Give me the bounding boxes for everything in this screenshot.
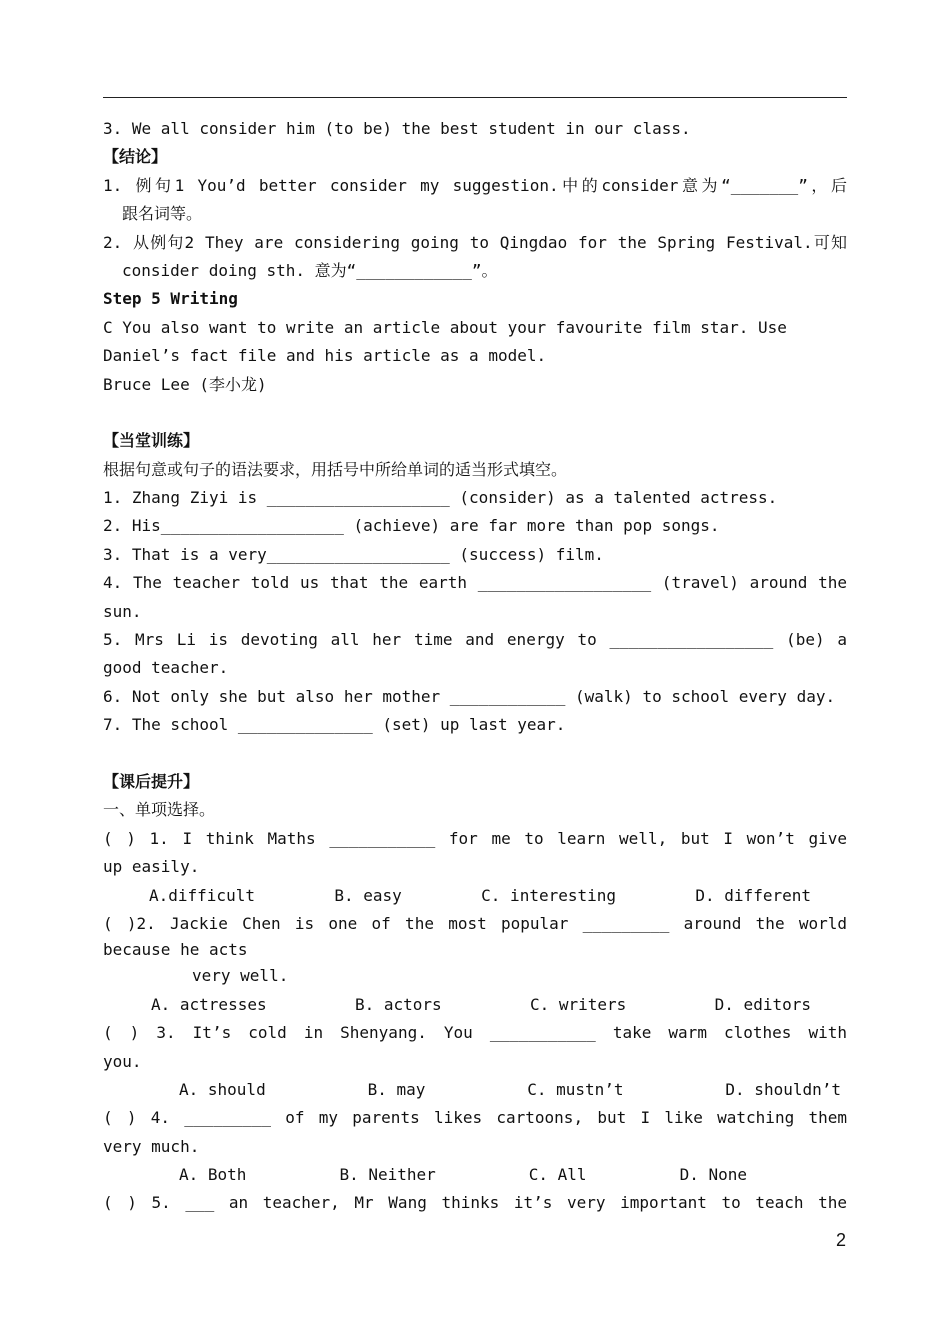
conclusion-heading: 【结论】 — [103, 147, 168, 167]
practice-5-cont: good teacher. — [103, 658, 229, 678]
option-3d: D. shouldn’t — [725, 1079, 841, 1099]
mc-question-5: ( ) 5. ___ an teacher, Mr Wang thinks it’s very important to teach the — [103, 1193, 847, 1213]
conclusion-2: 2. 从例句2 They are considering going to Qingdao for the Spring Festival.可知 — [103, 232, 847, 252]
multiple-choice-heading: 一、单项选择。 — [103, 800, 216, 820]
option-2c: C. writers — [529, 994, 627, 1014]
mc-question-1-cont: up easily. — [103, 857, 200, 877]
option-3c: C. mustn’t — [527, 1079, 624, 1099]
mc-question-2-cont2: very well. — [192, 966, 289, 986]
practice-2: 2. His___________________ (achieve) are far more than pop songs. — [103, 516, 720, 536]
option-4d: D. None — [679, 1165, 747, 1185]
conclusion-1: 1. 例句1 You’d better consider my suggestion.中的consider意为“_______”，后 — [103, 175, 847, 195]
mc-options-4 — [103, 1161, 847, 1189]
mc-options-3 — [103, 1076, 847, 1104]
page-number: 2 — [835, 1230, 846, 1250]
example-3: 3. We all consider him (to be) the best student in our class. — [103, 119, 691, 138]
option-2d: D. editors — [714, 994, 811, 1014]
practice-4: 4. The teacher told us that the earth __________________ (travel) around the — [103, 573, 847, 593]
option-2b: B. actors — [354, 994, 442, 1014]
option-3b: B. may — [367, 1079, 426, 1099]
header-rule — [103, 97, 847, 98]
practice-4-cont: sun. — [103, 601, 142, 621]
option-1c: C. interesting — [481, 885, 617, 905]
mc-question-3: ( ) 3. It’s cold in Shenyang. You ___________ take warm clothes with — [103, 1023, 847, 1043]
conclusion-2-cont: consider doing sth. 意为“____________”。 — [122, 260, 498, 280]
option-1a: A.difficult — [149, 885, 255, 905]
mc-question-2: ( )2. Jackie Chen is one of the most popular _________ around the world — [103, 913, 847, 933]
step5-heading: Step 5 Writing — [103, 289, 238, 309]
practice-6: 6. Not only she but also her mother ____________ (walk) to school every day. — [103, 686, 836, 706]
writing-task: C You also want to write an article about your favourite film star. Use — [103, 317, 787, 337]
option-2a: A. actresses — [151, 994, 267, 1014]
mc-options-1 — [103, 882, 847, 910]
practice-5: 5. Mrs Li is devoting all her time and energy to _________________ (be) a — [103, 630, 847, 650]
mc-question-1: ( ) 1. I think Maths ___________ for me to learn well, but I won’t give — [103, 828, 847, 848]
mc-question-4: ( ) 4. _________ of my parents likes cartoons, but I like watching them — [103, 1108, 847, 1128]
conclusion-1-cont: 跟名词等。 — [122, 204, 203, 224]
mc-question-3-cont: you. — [103, 1051, 142, 1071]
option-3a: A. should — [179, 1079, 266, 1099]
option-4b: B. Neither — [339, 1165, 436, 1185]
writing-subject: Bruce Lee (李小龙) — [103, 374, 267, 394]
practice-3: 3. That is a very___________________ (success) film. — [103, 544, 604, 564]
option-4c: C. All — [528, 1165, 587, 1185]
after-class-heading: 【课后提升】 — [103, 771, 200, 791]
mc-question-4-cont: very much. — [103, 1136, 200, 1156]
option-4a: A. Both — [179, 1165, 247, 1185]
practice-1: 1. Zhang Ziyi is ___________________ (consider) as a talented actress. — [103, 488, 778, 508]
mc-options-2 — [103, 991, 847, 1019]
option-1b: B. easy — [334, 885, 402, 905]
practice-7: 7. The school ______________ (set) up last year. — [103, 715, 566, 735]
mc-question-2-cont: because he acts — [103, 940, 248, 960]
classroom-practice-heading: 【当堂训练】 — [103, 431, 200, 451]
practice-instructions: 根据句意或句子的语法要求，用括号中所给单词的适当形式填空。 — [103, 459, 568, 479]
option-1d: D. different — [695, 885, 811, 905]
writing-task-cont: Daniel’s fact file and his article as a model. — [103, 346, 547, 366]
page-content — [103, 115, 847, 1218]
